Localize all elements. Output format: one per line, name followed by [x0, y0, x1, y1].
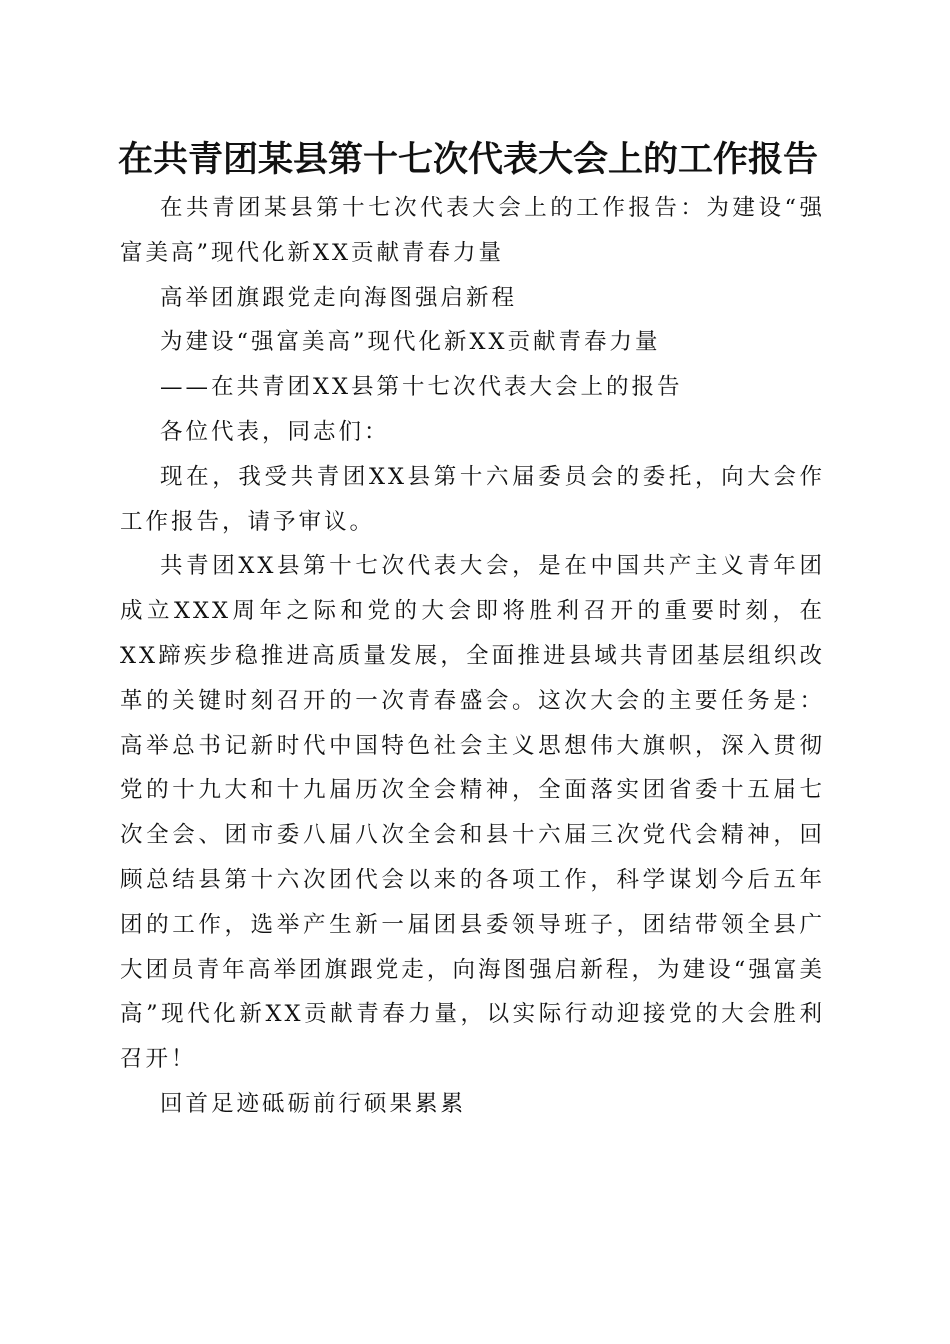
paragraph-section-heading: 回首足迹砥砺前行硕果累累: [160, 1090, 467, 1117]
paragraph-salutation: 各位代表，同志们：: [160, 418, 390, 445]
document-body: [120, 186, 825, 1127]
paragraph-intro: 现在，我受共青团XX县第十六届委员会的委托，向大会作工作报告，请予审议。: [120, 463, 825, 535]
paragraph-slogan: 高举团旗跟党走向海图强启新程: [160, 284, 518, 311]
paragraph-report-line: ——在共青团XX县第十七次代表大会上的报告: [160, 374, 683, 401]
paragraph-theme: 为建设“强富美高”现代化新XX贡献青春力量: [160, 329, 661, 356]
document-title: 在共青团某县第十七次代表大会上的工作报告: [118, 139, 819, 180]
paragraph-subtitle: 在共青团某县第十七次代表大会上的工作报告：为建设“强富美高”现代化新XX贡献青春力量: [120, 195, 825, 266]
paragraph-main: 共青团XX县第十七次代表大会，是在中国共产主义青年团成立XXX周年之际和党的大会即将胜利召开的重要时刻，在XX蹄疾步稳推进高质量发展，全面推进县域共青团基层组织改革的关键时刻召开的一次青春盛会。这次大会的主要任务是：高举总书记新时代中国特色社会主义思想伟大旗帜，深入贯彻党的十九大和十九届历次全会精神，全面落实团省委十五届七次全会、团市委八届八次全会和县十六届三次党代会精神，回顾总结县第十六次团代会以来的各项工作，科学谋划今后五年团的工作，选举产生新一届团县委领导班子，团结带领全县广大团员青年高举团旗跟党走，向海图强启新程，为建设“强富美高”现代化新XX贡献青春力量，以实际行动迎接党的大会胜利召开！: [120, 553, 825, 1073]
